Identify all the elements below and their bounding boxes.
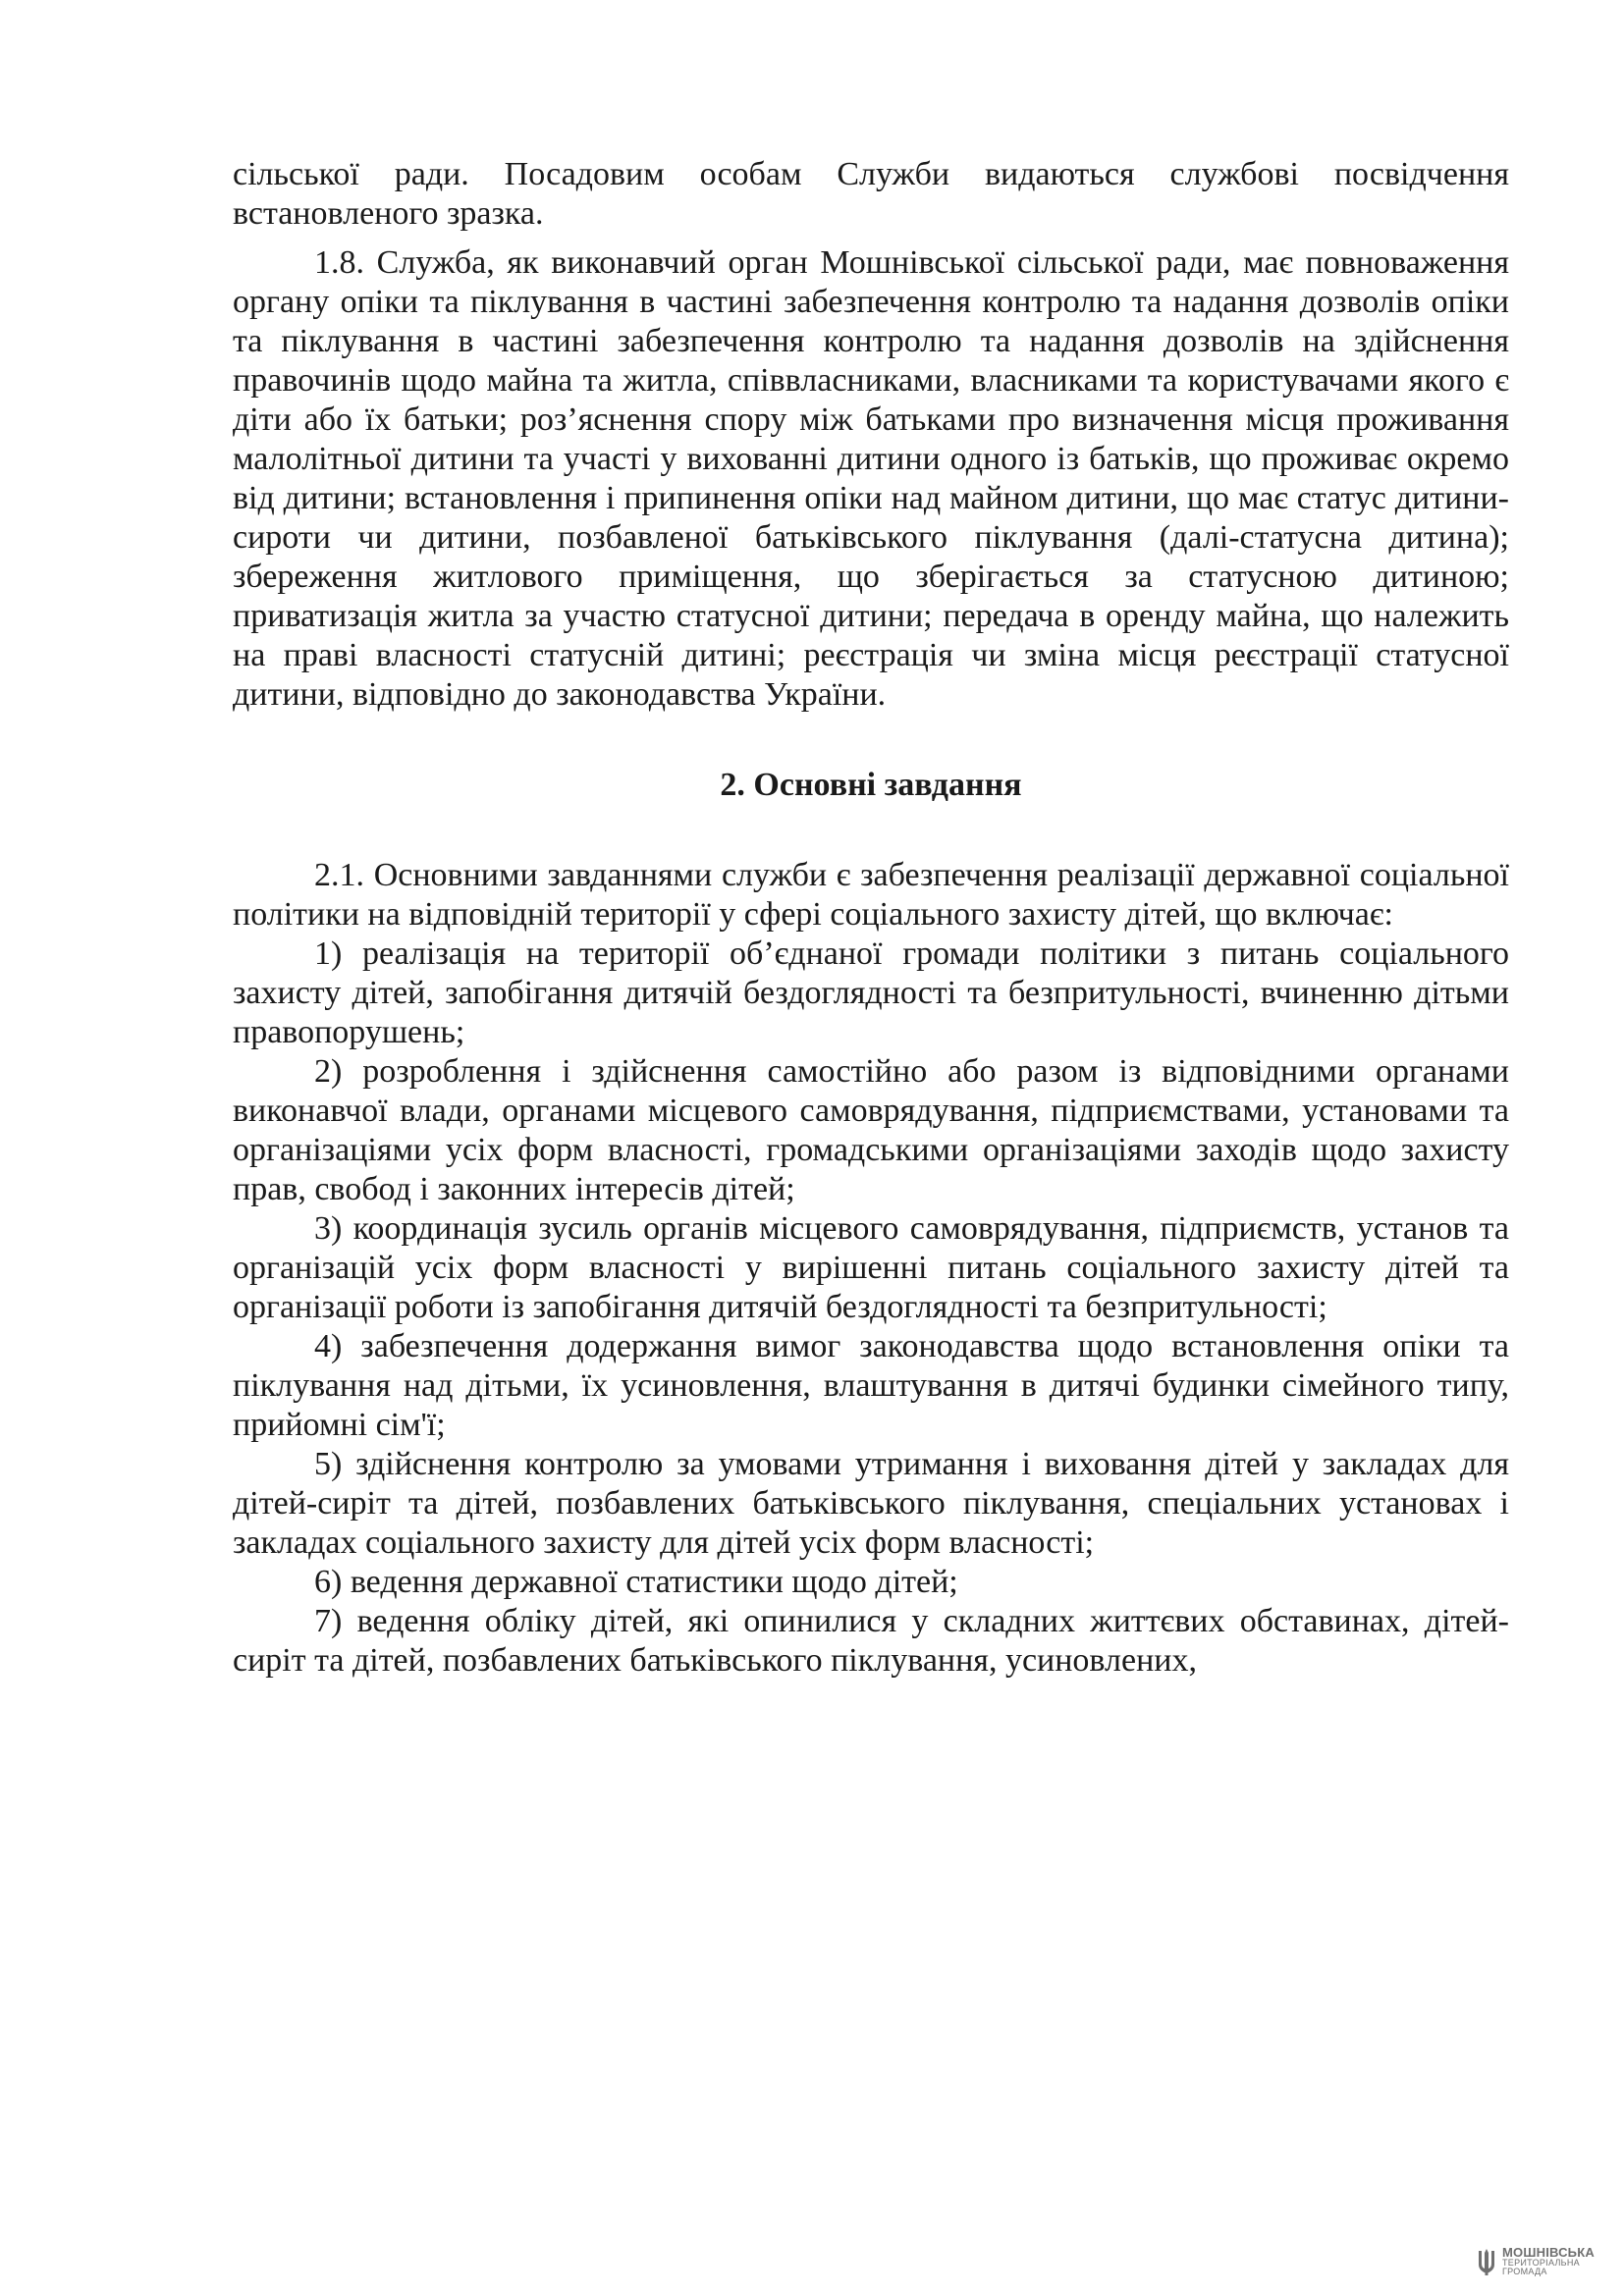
footer-logo bbox=[1477, 2246, 1595, 2276]
list-item-7: 7) ведення обліку дітей, які опинилися у складних життєвих обставинах, дітей-сиріт та дітей, позбавлених батьківського піклування, усиновлених, bbox=[233, 1603, 1509, 1679]
paragraph-2-1: 2.1. Основними завданнями служби є забезпечення реалізації державної соціальної політики на відповідній території у сфері соціального захисту дітей, що включає: bbox=[233, 857, 1509, 933]
section-heading: 2. Основні завдання bbox=[720, 767, 1022, 803]
list-item-3: 3) координація зусиль органів місцевого самоврядування, підприємств, установ та організацій усіх форм власності у вирішенні питань соціального захисту дітей та організації роботи із запобігання дитячій бездоглядності та безпритульності; bbox=[233, 1210, 1509, 1325]
paragraph-continuation: сільської ради. Посадовим особам Служби видаються службові посвідчення встановленого зразка. bbox=[233, 156, 1509, 232]
section-heading-wrapper bbox=[233, 715, 1509, 856]
logo-subtitle-2: ГРОМАДА bbox=[1502, 2267, 1547, 2276]
trident-icon bbox=[1477, 2247, 1496, 2276]
list-item-1: 1) реалізація на території об’єднаної громади політики з питань соціального захисту дітей, запобігання дитячій бездоглядності та безпритульності, вчиненню дітьми правопорушень; bbox=[233, 935, 1509, 1050]
list-item-5: 5) здійснення контролю за умовами утримання і виховання дітей у закладах для дітей-сиріт та дітей, позбавлених батьківського піклування, спеціальних установах і закладах соціального захисту для дітей усіх форм власності; bbox=[233, 1446, 1509, 1561]
logo-subtitle-1: ТЕРИТОРІАЛЬНА bbox=[1502, 2258, 1580, 2268]
document-body bbox=[233, 155, 1509, 1681]
list-item-2: 2) розроблення і здійснення самостійно або разом із відповідними органами виконавчої влади, органами місцевого самоврядування, підприємствами, установами та організаціями усіх форм власності, громадськими організаціями заходів щодо захисту прав, свобод і законних інтересів дітей; bbox=[233, 1053, 1509, 1207]
logo-name: МОШНІВСЬКА bbox=[1502, 2245, 1595, 2260]
list-item-6: 6) ведення державної статистики щодо дітей; bbox=[314, 1564, 958, 1600]
logo-text bbox=[1502, 2246, 1595, 2276]
paragraph-1-8: 1.8. Служба, як виконавчий орган Мошнівської сільської ради, має повноваження органу опіки та піклування в частині забезпечення контролю та надання дозволів опіки та піклування в частині забезпечення контролю та надання дозволів на здійснення правочинів щодо майна та житла, співвласниками, власниками та користувачами якого є діти або їх батьки; роз’яснення спору між батьками про визначення місця проживання малолітньої дитини та участі у вихованні дитини одного із батьків, що проживає окремо від дитини; встановлення і припинення опіки над майном дитини, що має статус дитини-сироти чи дитини, позбавленої батьківського піклування (далі-статусна дитина); збереження житлового приміщення, що зберігається за статусною дитиною; приватизація житла за участю статусної дитини; передача в оренду майна, що належить на праві власності статусній дитині; реєстрація чи зміна місця реєстрації статусної дитини, відповідно до законодавства України. bbox=[233, 244, 1509, 713]
list-item-4: 4) забезпечення додержання вимог законодавства щодо встановлення опіки та піклування над дітьми, їх усиновлення, влаштування в дитячі будинки сімейного типу, прийомні сім'ї; bbox=[233, 1328, 1509, 1443]
